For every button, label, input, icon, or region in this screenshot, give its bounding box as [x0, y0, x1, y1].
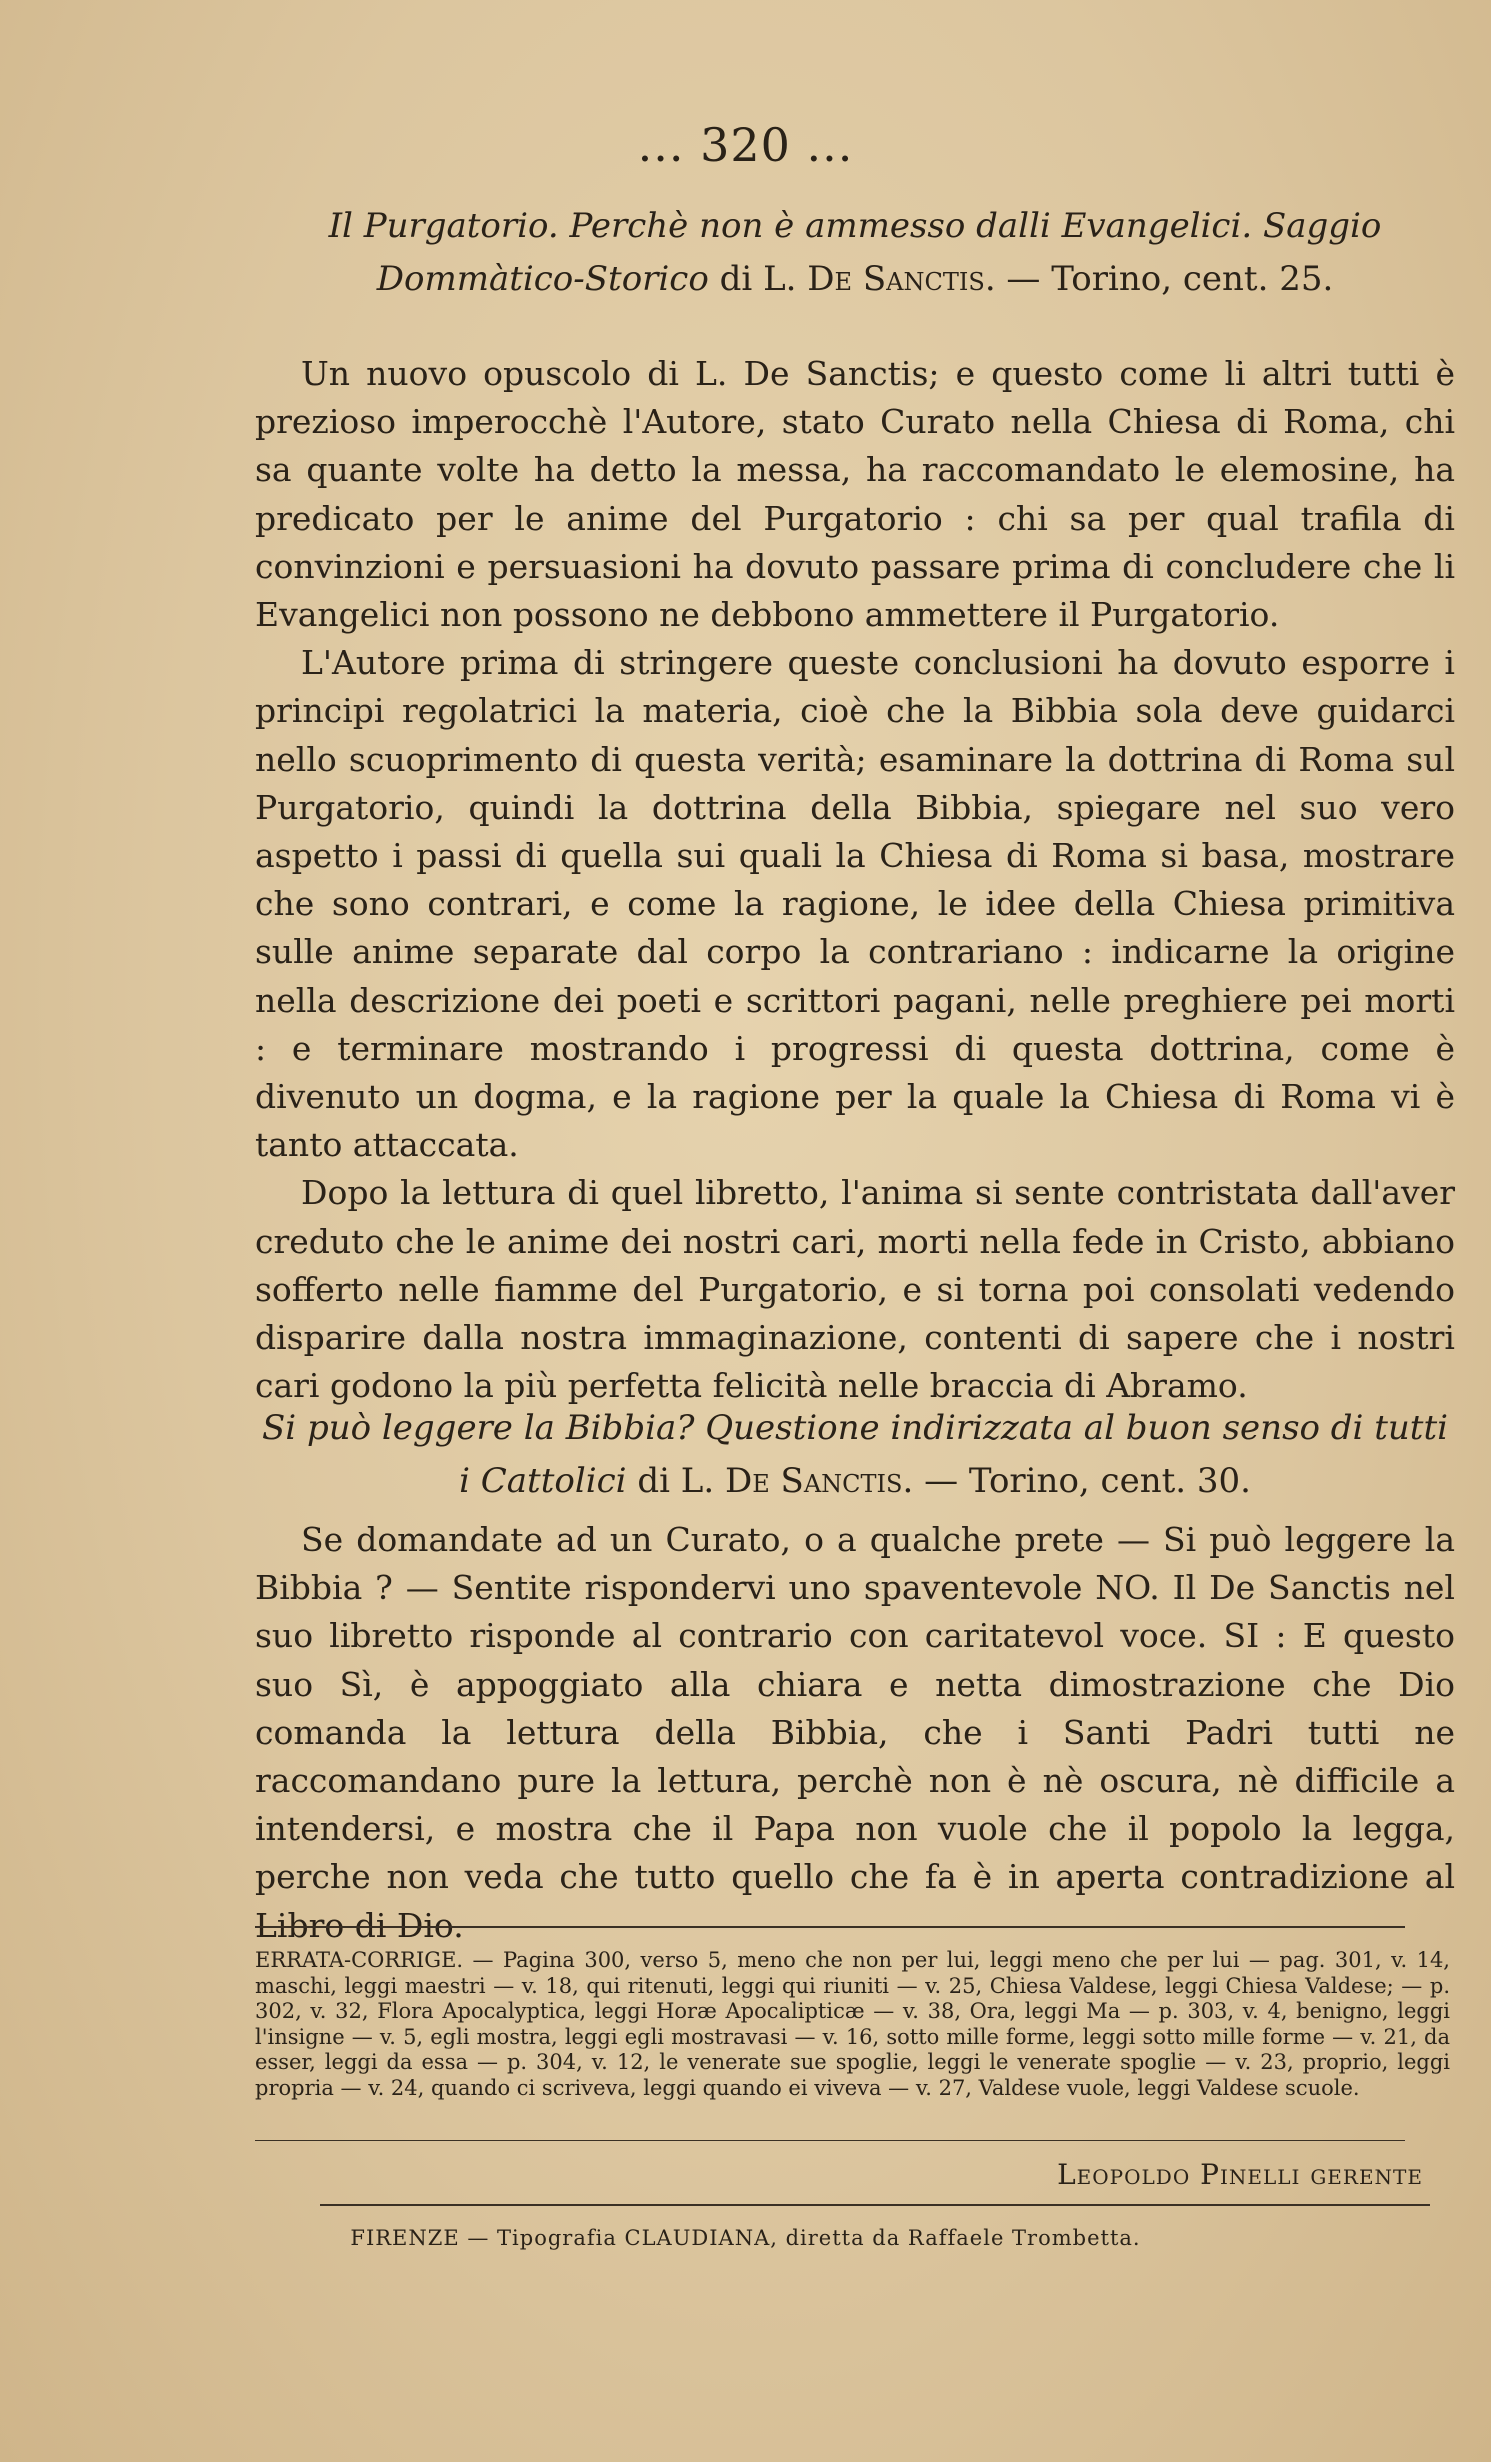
paragraph: Un nuovo opuscolo di L. De Sanctis; e questo come li altri tutti è prezioso imperocchè l'Autore, stato Curato nella Chiesa di Roma, chi sa quante volte ha detto la messa, ha raccomandato le elemosine, ha predicato per le anime del Purgatorio : chi sa per qual trafila di convinzioni e persuasioni ha dovuto passare prima di concludere che li Evangelici non possono ne debbono ammettere il Purgatorio. [255, 354, 1455, 635]
paragraph: L'Autore prima di stringere queste conclusioni ha dovuto esporre i principi regolatrici la materia, cioè che la Bibbia sola deve guidarci nello scuoprimento di questa verità; esaminare la dottrina di Roma sul Purgatorio, quindi la dottrina della Bibbia, spiegare nel suo vero aspetto i passi di quella sui quali la Chiesa di Roma si basa, mostrare che sono contrari, e come la ragione, le idee della Chiesa primitiva sulle anime separate dal corpo la contrariano : indicarne la origine nella descrizione dei poeti e scrittori pagani, nelle preghiere pei morti : e terminare mostrando i progressi di questa dottrina, come è divenuto un dogma, e la ragione per la quale la Chiesa di Roma vi è tanto attaccata. [255, 643, 1455, 1165]
review-2-body [255, 1516, 1455, 1950]
printer-imprint: FIRENZE — Tipografia CLAUDIANA, diretta da Raffaele Trombetta. [350, 2226, 1141, 2250]
divider [255, 2140, 1405, 2141]
page-number: ... 320 ... [637, 118, 854, 172]
review-1-title-by: di L. [719, 259, 797, 299]
paragraph: Se domandate ad un Curato, o a qualche prete — Si può leggere la Bibbia ? — Sentite rispondervi uno spaventevole NO. Il De Sanctis nel suo libretto risponde al contrario con caritatevol voce. SI : E questo suo Sì, è appoggiato alla chiara e netta dimostrazione che Dio comanda la lettura della Bibbia, che i Santi Padri tutti ne raccomandano pure la lettura, perchè non è nè oscura, nè difficile a intendersi, e mostra che il Papa non vuole che il popolo la legga, perche non veda che tutto quello che fa è in aperta contradizione al Libro di Dio. [255, 1520, 1455, 1945]
review-1-title-author: De Sanctis [807, 259, 985, 299]
review-1-body [255, 350, 1455, 1410]
review-2-title-by: di L. [637, 1461, 715, 1501]
errata-heading: ERRATA-CORRIGE. [255, 1948, 464, 1972]
review-2-title [255, 1402, 1455, 1508]
review-1-title [255, 200, 1455, 306]
review-2-title-italic: Si può leggere la Bibbia? Questione indirizzata al buon senso di tutti i Cattolici [262, 1408, 1448, 1501]
errata-block [255, 1948, 1450, 2102]
paragraph: Dopo la lettura di quel libretto, l'anima si sente contristata dall'aver creduto che le anime dei nostri cari, morti nella fede in Cristo, abbiano sofferto nelle fiamme del Purgatorio, e si torna poi consolati vedendo disparire dalla nostra immaginazione, contenti di sapere che i nostri cari godono la più perfetta felicità nelle braccia di Abramo. [255, 1173, 1455, 1406]
review-1-title-italic: Il Purgatorio. Perchè non è ammesso dalli Evangelici. Saggio Dommàtico-Storico [328, 206, 1382, 299]
divider [320, 2204, 1430, 2206]
review-2-title-author: De Sanctis [724, 1461, 903, 1501]
review-1-title-place: . — Torino, cent. 25. [984, 259, 1334, 299]
publisher-signature: Leopoldo Pinelli gerente [1057, 2158, 1423, 2191]
divider [255, 1926, 1405, 1928]
errata-text: — Pagina 300, verso 5, meno che non per lui, leggi meno che per lui — pag. 301, v. 14, maschi, leggi maestri — v. 18, qui ritenuti, leggi qui riuniti — v. 25, Chiesa Valdese, leggi Chiesa Valdese; — p. 302, v. 32, Flora Apocalyptica, leggi Horæ Apocalipticæ — v. 38, Ora, leggi Ma — p. 303, v. 4, benigno, leggi l'insigne — v. 5, egli mostra, leggi egli mostravasi — v. 16, sotto mille forme, leggi sotto mille forme — v. 21, da esser, leggi da essa — p. 304, v. 12, le venerate sue spoglie, leggi le venerate spoglie — v. 23, proprio, leggi propria — v. 24, quando ci scriveva, leggi quando ei viveva — v. 27, Valdese vuole, leggi Valdese scuole. [255, 1948, 1450, 2100]
review-2-title-place: . — Torino, cent. 30. [902, 1461, 1251, 1501]
